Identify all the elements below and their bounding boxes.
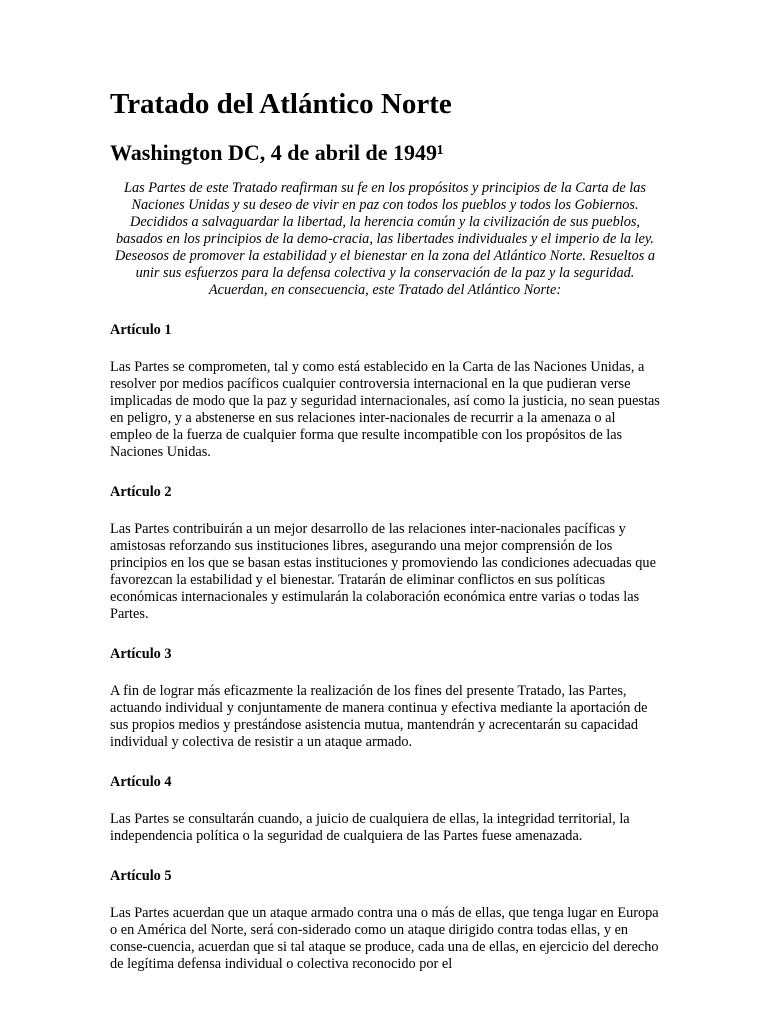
document-title: Tratado del Atlántico Norte bbox=[110, 88, 452, 120]
article-text: Las Partes contribuirán a un mejor desarrollo de las relaciones inter-nacionales pacíficas y amistosas reforzando sus instituciones libres, asegurando una mejor comprensión de los principios en los que se basan estas instituciones y promoviendo las condiciones adecuadas que favorezcan la estabilidad y el bienestar. Tratarán de eliminar conflictos en sus políticas económicas internacionales y estimularán la colaboración económica entre varias o todas las Partes. bbox=[110, 521, 656, 622]
document-page bbox=[110, 84, 660, 973]
article-3 bbox=[110, 646, 660, 751]
article-4 bbox=[110, 774, 660, 845]
document-subtitle: Washington DC, 4 de abril de 1949¹ bbox=[110, 140, 444, 165]
article-2 bbox=[110, 484, 660, 623]
article-text: Las Partes se consultarán cuando, a juicio de cualquiera de ellas, la integridad territorial, la independencia política o la seguridad de cualquiera de las Partes fuese amenazada. bbox=[110, 811, 630, 844]
article-title: Artículo 4 bbox=[110, 774, 172, 790]
article-title: Artículo 5 bbox=[110, 868, 172, 884]
preamble-paragraph: Las Partes de este Tratado reafirman su fe en los propósitos y principios de la Carta de las Naciones Unidas y su deseo de vivir en paz con todos los pueblos y todos los Gobiernos. Decididos a salvaguardar la libertad, la herencia común y la civilización de sus pueblos, basados en los principios de la demo-cracia, las libertades individuales y el imperio de la ley. Deseosos de promover la estabilidad y el bienestar en la zona del Atlántico Norte. Resueltos a unir sus esfuerzos para la defensa colectiva y la conservación de la paz y la seguridad. Acuerdan, en consecuencia, este Tratado del Atlántico Norte: bbox=[114, 180, 656, 298]
article-title: Artículo 3 bbox=[110, 646, 172, 662]
article-text: Las Partes se comprometen, tal y como está establecido en la Carta de las Naciones Unidas, a resolver por medios pacíficos cualquier controversia internacional en la que pudieran verse implicadas de modo que la paz y seguridad internacionales, así como la justicia, no sean puestas en peligro, y a abstenerse en sus relaciones inter-nacionales de recurrir a la amenaza o al empleo de la fuerza de cualquier forma que resulte incompatible con los propósitos de las Naciones Unidas. bbox=[110, 359, 660, 460]
article-title: Artículo 1 bbox=[110, 322, 172, 338]
article-1 bbox=[110, 322, 660, 461]
article-text: A fin de lograr más eficazmente la realización de los fines del presente Tratado, las Partes, actuando individual y conjuntamente de manera continua y efectiva mediante la aportación de sus propios medios y prestándose asistencia mutua, mantendrán y acrecentarán su capacidad individual y colectiva de resistir a un ataque armado. bbox=[110, 683, 648, 750]
article-title: Artículo 2 bbox=[110, 484, 172, 500]
article-text: Las Partes acuerdan que un ataque armado contra una o más de ellas, que tenga lugar en Europa o en América del Norte, será con-siderado como un ataque dirigido contra todas ellas, y en conse-cuencia, acuerdan que si tal ataque se produce, cada una de ellas, en ejercicio del derecho de legítima defensa individual o colectiva reconocido por el bbox=[110, 905, 659, 972]
article-5 bbox=[110, 868, 660, 973]
